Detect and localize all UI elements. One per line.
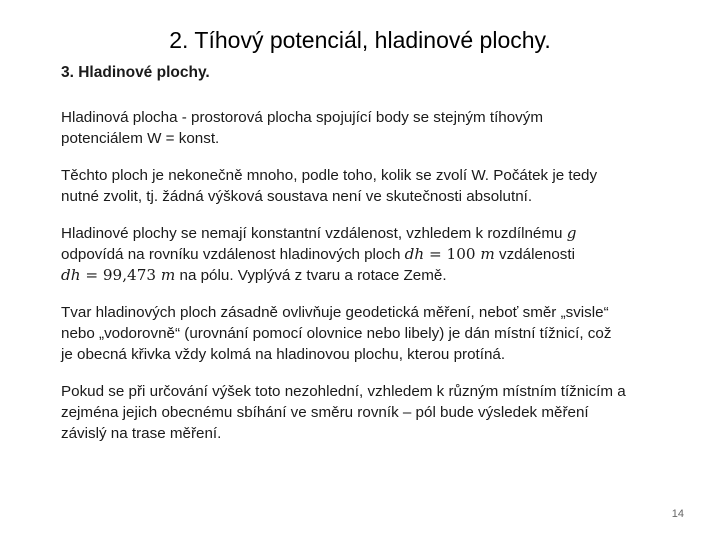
paragraph-line: potenciálem W = konst. [61, 130, 220, 147]
math-value: = 99,473 [80, 266, 161, 284]
section-heading: 3. Hladinové plochy. [61, 64, 210, 81]
paragraph-distance [61, 223, 691, 286]
paragraph-line: nebo „vodorovně“ (urovnání pomocí olovnice nebo libely) je dán místní tížnicí, což [61, 325, 612, 342]
paragraph-line: závislý na trase měření. [61, 425, 222, 442]
math-dh: dh [61, 266, 81, 284]
paragraph-height-determination [61, 381, 691, 444]
paragraph-infinite-surfaces [61, 165, 691, 207]
math-dh: dh [404, 245, 425, 263]
paragraph-line: Pokud se při určování výšek toto nezohlední, vzhledem k různým místním tížnicím a [61, 383, 626, 400]
text-fragment: Hladinové plochy se nemají konstantní vzdálenost, vzhledem k rozdílnému [61, 225, 567, 242]
paragraph-line [61, 244, 691, 265]
text-fragment: vzdálenosti [494, 246, 575, 263]
math-g: g [566, 224, 577, 242]
slide-title: 2. Tíhový potenciál, hladinové plochy. [169, 27, 551, 53]
paragraph-line: Tvar hladinových ploch zásadně ovlivňuje geodetická měření, neboť směr „svisle“ [61, 304, 609, 321]
paragraph-line: zejména jejich obecnému sbíhání ve směru rovník – pól bude výsledek měření [61, 404, 589, 421]
page-number: 14 [671, 508, 684, 520]
paragraph-line [61, 223, 691, 244]
paragraph-measurement-influence [61, 302, 691, 365]
paragraph-definition [61, 107, 691, 149]
math-unit: m [480, 245, 495, 263]
paragraph-line [61, 265, 691, 286]
math-unit: m [160, 266, 176, 284]
text-fragment: odpovídá na rovníku vzdálenost hladinových ploch [61, 246, 405, 263]
paragraph-line: Těchto ploch je nekonečně mnoho, podle toho, kolik se zvolí W. Počátek je tedy [61, 167, 598, 184]
text-fragment: na pólu. Vyplývá z tvaru a rotace Země. [175, 267, 447, 284]
paragraph-line: nutné zvolit, tj. žádná výšková soustava není ve skutečnosti absolutní. [61, 188, 533, 205]
slide-content [61, 62, 691, 460]
math-value: = 100 [424, 245, 481, 263]
paragraph-line: Hladinová plocha - prostorová plocha spojující body se stejným tíhovým [61, 109, 544, 126]
paragraph-line: je obecná křivka vždy kolmá na hladinovou plochu, kterou protíná. [61, 346, 506, 363]
